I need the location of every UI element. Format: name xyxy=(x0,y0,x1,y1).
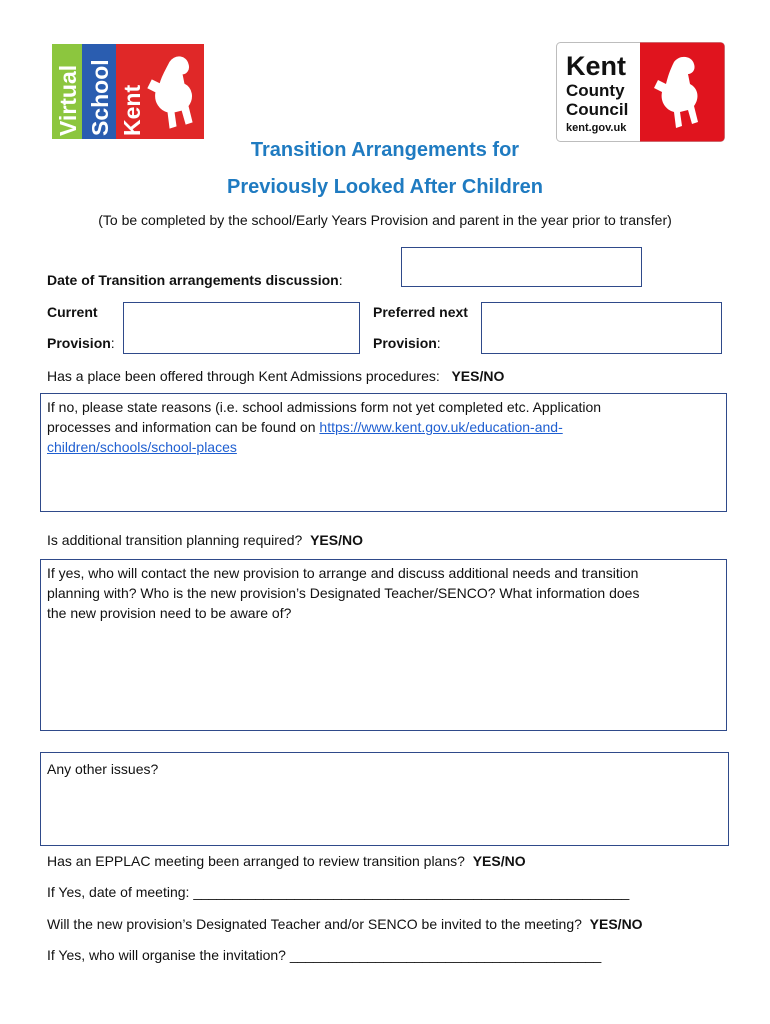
no-reason-box[interactable] xyxy=(40,393,727,512)
date-label-row xyxy=(47,272,343,288)
transition-line-2: planning with? Who is the new provision’s Designated Teacher/SENCO? What information does xyxy=(47,585,640,601)
current-label-2-row xyxy=(47,335,115,351)
date-label: Date of Transition arrangements discussion xyxy=(47,272,339,288)
current-label-1: Current xyxy=(47,304,98,320)
preferred-colon: : xyxy=(436,335,441,351)
school-places-link-part-1[interactable]: https://www.kent.gov.uk/education-and- xyxy=(319,419,563,435)
current-label-2: Provision xyxy=(47,335,111,351)
other-issues-label: Any other issues? xyxy=(47,761,159,777)
epplac-yes-no[interactable]: YES/NO xyxy=(472,853,526,869)
other-issues-box[interactable] xyxy=(40,752,729,846)
title-line-1: Transition Arrangements for xyxy=(250,139,520,161)
place-yes-no[interactable]: YES/NO xyxy=(451,368,505,384)
transition-yes-no[interactable]: YES/NO xyxy=(310,532,363,548)
school-places-link-part-2[interactable]: children/schools/school-places xyxy=(47,439,237,455)
preferred-label-1: Preferred next xyxy=(373,304,468,320)
place-question-row xyxy=(47,368,504,384)
no-reason-line-3 xyxy=(47,437,726,457)
svg-text:Council: Council xyxy=(566,100,629,119)
subtitle: (To be completed by the school/Early Years Provision and parent in the year prior to transfer) xyxy=(98,212,672,228)
title-line-2: Previously Looked After Children xyxy=(227,176,543,198)
kent-county-council-logo xyxy=(556,42,725,142)
preferred-provision-input[interactable] xyxy=(481,302,722,354)
no-reason-line-1: If no, please state reasons (i.e. school admissions form not yet completed etc. Application xyxy=(47,399,602,415)
transition-box[interactable] xyxy=(40,559,727,731)
transition-question: Is additional transition planning required? xyxy=(47,532,303,548)
svg-text:kent.gov.uk: kent.gov.uk xyxy=(566,122,627,134)
designated-question-row xyxy=(47,916,643,932)
transition-question-row xyxy=(47,532,363,548)
no-reason-line-2 xyxy=(47,417,726,437)
epplac-question-row xyxy=(47,853,526,869)
epplac-question: Has an EPPLAC meeting been arranged to review transition plans? xyxy=(47,853,465,869)
date-colon: : xyxy=(338,272,343,288)
svg-text:Kent: Kent xyxy=(566,51,626,81)
transition-line-1: If yes, who will contact the new provision to arrange and discuss additional needs and transition xyxy=(47,565,639,581)
preferred-label-2: Provision xyxy=(373,335,437,351)
svg-text:Virtual: Virtual xyxy=(55,64,81,136)
meeting-date-line[interactable]: If Yes, date of meeting: ________________________________________________________ xyxy=(47,884,630,900)
designated-yes-no[interactable]: YES/NO xyxy=(589,916,643,932)
svg-text:Kent: Kent xyxy=(119,84,145,136)
svg-text:County: County xyxy=(566,81,625,100)
preferred-label-2-row xyxy=(373,335,441,351)
place-question: Has a place been offered through Kent Admissions procedures: xyxy=(47,368,440,384)
transition-line-3: the new provision need to be aware of? xyxy=(47,605,292,621)
organise-line[interactable]: If Yes, who will organise the invitation? ________________________________________ xyxy=(47,947,602,963)
current-provision-input[interactable] xyxy=(123,302,360,354)
date-input[interactable] xyxy=(401,247,642,287)
virtual-school-kent-logo xyxy=(52,44,204,139)
svg-text:School: School xyxy=(87,59,113,136)
no-reason-line-2-prefix: processes and information can be found on xyxy=(47,419,320,435)
current-colon: : xyxy=(110,335,115,351)
designated-question: Will the new provision’s Designated Teacher and/or SENCO be invited to the meeting? xyxy=(47,916,582,932)
